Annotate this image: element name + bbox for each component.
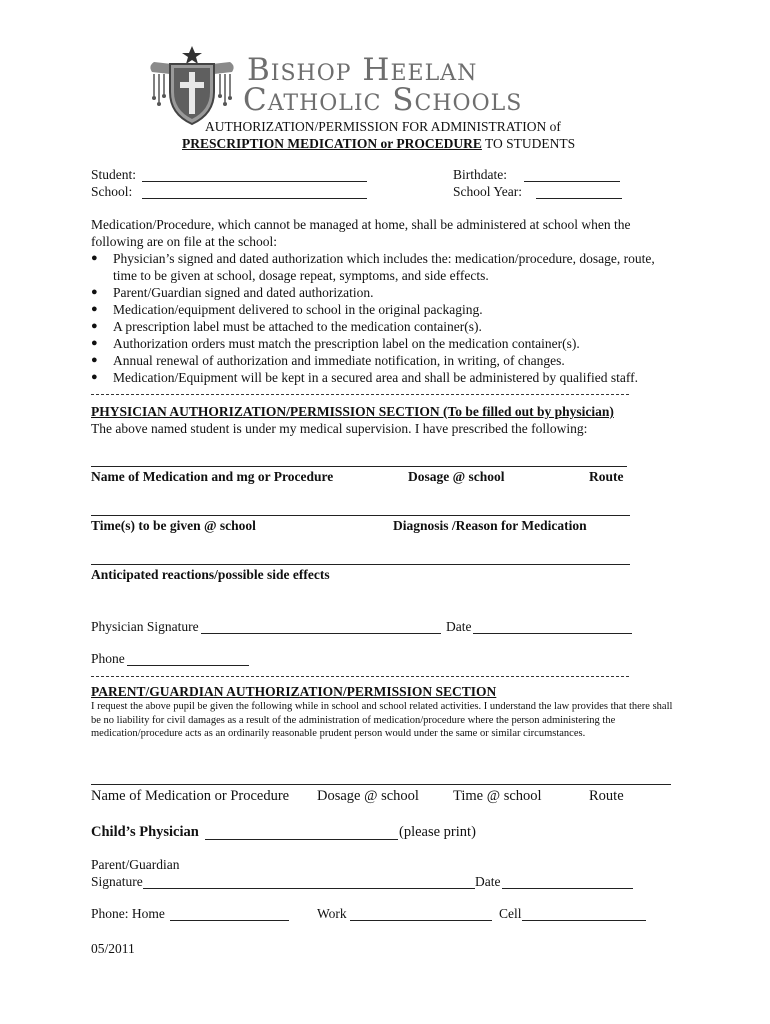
bullet-icon: ●: [91, 286, 98, 298]
cell-phone-field[interactable]: [522, 920, 646, 921]
childs-physician-label: Child’s Physician: [91, 824, 199, 840]
reactions-label: Anticipated reactions/possible side effects: [91, 567, 330, 582]
section-divider: [91, 676, 629, 677]
student-label: Student:: [91, 167, 137, 182]
bullet-icon: ●: [91, 354, 98, 366]
requirement-item: Annual renewal of authorization and immediate notification, in writing, of changes.: [113, 353, 565, 368]
reactions-field[interactable]: [91, 564, 630, 565]
brand-line-1: Bishop Heelan: [247, 52, 478, 88]
intro-line-2: following are on file at the school:: [91, 234, 277, 249]
form-title-rest: TO STUDENTS: [481, 136, 576, 151]
brand-line-2: Catholic Schools: [243, 82, 523, 118]
requirement-item: A prescription label must be attached to the medication container(s).: [113, 319, 482, 334]
physician-signature-label: Physician Signature: [91, 619, 199, 634]
physician-phone-label: Phone: [91, 651, 125, 666]
requirement-item: Parent/Guardian signed and dated authorization.: [113, 285, 374, 300]
times-field[interactable]: [91, 515, 630, 516]
medication-field[interactable]: [91, 466, 627, 467]
school-year-label: School Year:: [453, 184, 523, 199]
form-title-line-1: AUTHORIZATION/PERMISSION FOR ADMINISTRATION of: [205, 119, 561, 134]
requirement-item: Authorization orders must match the prescription label on the medication container(s).: [113, 336, 580, 351]
parent-time-label: Time @ school: [453, 788, 542, 804]
physician-statement: The above named student is under my medical supervision. I have prescribed the following:: [91, 421, 588, 436]
parent-dosage-label: Dosage @ school: [317, 788, 419, 804]
parent-signature-label: Signature: [91, 874, 143, 889]
phone-home-field[interactable]: [170, 920, 289, 921]
intro-line-1: Medication/Procedure, which cannot be managed at home, shall be administered at school when the: [91, 217, 631, 232]
school-field[interactable]: [142, 198, 367, 199]
bullet-icon: ●: [91, 252, 98, 264]
bullet-icon: ●: [91, 303, 98, 315]
route-label: Route: [589, 469, 624, 484]
please-print-note: (please print): [399, 824, 476, 840]
parent-date-label: Date: [475, 874, 501, 889]
physician-section-heading: PHYSICIAN AUTHORIZATION/PERMISSION SECTION (To be filled out by physician): [91, 404, 614, 419]
parent-medication-label: Name of Medication or Procedure: [91, 788, 290, 804]
cell-label: Cell: [499, 906, 522, 921]
school-label: School:: [91, 184, 133, 199]
dosage-label: Dosage @ school: [408, 469, 505, 484]
physician-date-label: Date: [446, 619, 472, 634]
birthdate-field[interactable]: [524, 181, 620, 182]
requirement-item: Physician’s signed and dated authorization which includes the: medication/procedure, dosage, route,: [113, 251, 655, 266]
parent-section-heading: PARENT/GUARDIAN AUTHORIZATION/PERMISSION SECTION: [91, 684, 497, 699]
form-title-underlined: PRESCRIPTION MEDICATION or PROCEDURE: [182, 136, 482, 151]
parent-medication-field[interactable]: [91, 784, 671, 785]
school-logo: [146, 44, 238, 126]
parent-route-label: Route: [589, 788, 624, 804]
medication-label: Name of Medication and mg or Procedure: [91, 469, 334, 484]
bullet-icon: ●: [91, 320, 98, 332]
school-year-field[interactable]: [536, 198, 622, 199]
diagnosis-label: Diagnosis /Reason for Medication: [393, 518, 587, 533]
work-phone-field[interactable]: [350, 920, 492, 921]
birthdate-label: Birthdate:: [453, 167, 507, 182]
phone-home-label: Phone: Home: [91, 906, 165, 921]
times-label: Time(s) to be given @ school: [91, 518, 256, 533]
physician-phone-field[interactable]: [127, 665, 249, 666]
revision-date: 05/2011: [91, 941, 135, 956]
work-label: Work: [317, 906, 347, 921]
student-field[interactable]: [142, 181, 367, 182]
requirement-item: Medication/Equipment will be kept in a secured area and shall be administered by qualified staff.: [113, 370, 638, 385]
physician-date-field[interactable]: [473, 633, 632, 634]
crest-icon: [146, 44, 238, 126]
parent-date-field[interactable]: [502, 888, 633, 889]
parent-signature-field[interactable]: [143, 888, 475, 889]
bullet-icon: ●: [91, 371, 98, 383]
parent-guardian-label: Parent/Guardian: [91, 857, 180, 872]
requirement-item: Medication/equipment delivered to school in the original packaging.: [113, 302, 483, 317]
bullet-icon: ●: [91, 337, 98, 349]
requirement-item-continuation: time to be given at school, dosage repeat, symptoms, and side effects.: [113, 268, 489, 283]
form-title-line-2: [182, 136, 575, 152]
physician-signature-field[interactable]: [201, 633, 441, 634]
section-divider: [91, 394, 629, 395]
parent-request-text: I request the above pupil be given the following while in school and school related activities. I understand the law provides that there shall be no liability for civil damages as a result of the administration of medication/procedure where the person administering the medication/procedure acts as an ordinarily reasonable prudent person would under the same or similar circumstances.: [91, 701, 673, 739]
childs-physician-field[interactable]: [205, 839, 398, 840]
